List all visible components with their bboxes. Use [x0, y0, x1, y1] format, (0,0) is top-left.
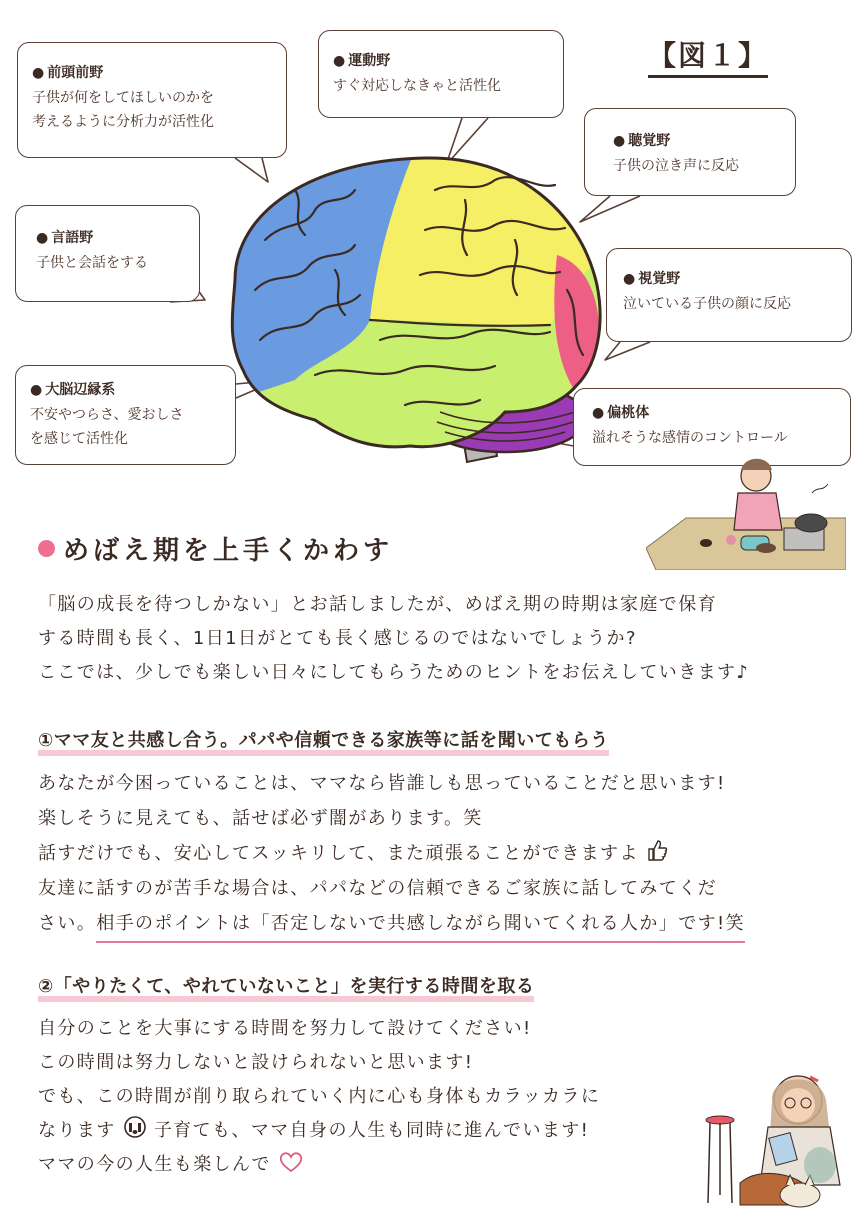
bubble-title: ● 運動野 — [333, 49, 549, 74]
section-heading — [38, 530, 393, 567]
intro-line: 「脳の成長を待つしかない」とお話しましたが、めばえ期の時期は家庭で保育 — [38, 594, 717, 615]
tip1-last-line — [38, 906, 745, 941]
tip1-line: あなたが今困っていることは、ママなら皆誰しも思っていることだと思います! — [38, 773, 726, 794]
tip2-line-text: ママの今の人生も楽しんで — [38, 1154, 271, 1175]
tip2-body — [38, 1012, 600, 1182]
bubble-body: 溢れそうな感情のコントロール — [592, 429, 788, 446]
tip1-body — [38, 766, 745, 941]
tip2-title — [38, 972, 534, 998]
crying-face-icon — [123, 1115, 147, 1139]
bubble-motor-area — [318, 30, 564, 118]
tip2-line: でも、この時間が削り取られていく内に心も身体もカラッカラに — [38, 1086, 601, 1107]
tip2-line: 自分のことを大事にする時間を努力して設けてください! — [38, 1018, 532, 1039]
tip1-title-text: ①ママ友と共感し合う。パパや信頼できる家族等に話を聞いてもらう — [38, 730, 609, 751]
pink-dot-icon — [38, 540, 55, 557]
bubble-limbic-system — [15, 365, 236, 465]
bubble-body: 子供と会話をする — [36, 254, 148, 271]
bubble-body: 不安やつらさ、愛おしさ を感じて活性化 — [30, 406, 184, 447]
intro-paragraph — [38, 588, 749, 690]
tip2-line-text: 子育ても、ママ自身の人生も同時に進んでいます! — [153, 1120, 590, 1141]
tip1-title — [38, 726, 609, 752]
tip2-line: この時間は努力しないと設けられないと思います! — [38, 1052, 474, 1073]
bubble-body: すぐ対応しなきゃと活性化 — [333, 77, 501, 94]
tip2-line-with-icon — [38, 1114, 600, 1148]
tip1-last-prefix: さい。 — [38, 913, 97, 934]
bubble-language-area — [15, 205, 200, 302]
bubble-title: ● 視覚野 — [623, 267, 851, 292]
bubble-title: ● 聴覚野 — [613, 129, 795, 154]
tip2-line-text: なります — [38, 1120, 116, 1141]
thumbs-up-icon — [646, 838, 668, 862]
bubble-auditory-area — [584, 108, 796, 196]
figure-label: 【図１】 — [648, 34, 768, 74]
section-heading-text: めばえ期を上手くかわす — [63, 536, 394, 566]
bubble-body: 泣いている子供の顔に反応 — [623, 295, 791, 312]
tip1-line-text: 話すだけでも、安心してスッキリして、また頑張ることができますよ — [38, 843, 639, 864]
cooking-mom-illustration — [646, 448, 846, 570]
bubble-title: ● 前頭前野 — [32, 61, 272, 86]
reading-mom-illustration — [680, 1065, 850, 1215]
brain-illustration — [205, 150, 605, 480]
intro-line: する時間も長く、1日1日がとても長く感じるのではないでしょうか? — [38, 628, 637, 649]
tip1-underlined-text: 相手のポイントは「否定しないで共感しながら聞いてくれる人か」です!笑 — [96, 906, 745, 941]
bubble-frontal-lobe — [17, 42, 287, 158]
intro-line: ここでは、少しでも楽しい日々にしてもらうためのヒントをお伝えしていきます♪ — [38, 662, 750, 683]
bubble-visual-area — [606, 248, 852, 342]
tip1-line: 楽しそうに見えても、話せば必ず闇があります。笑 — [38, 808, 483, 829]
tip1-line: 友達に話すのが苦手な場合は、パパなどの信頼できるご家族に話してみてくだ — [38, 878, 717, 899]
bubble-title: ● 偏桃体 — [592, 401, 850, 426]
heart-icon — [278, 1151, 304, 1173]
tip2-line-with-icon — [38, 1148, 600, 1182]
tip1-line-with-icon — [38, 836, 745, 871]
bubble-body: 子供の泣き声に反応 — [613, 157, 739, 174]
tip2-title-text: ②「やりたくて、やれていないこと」を実行する時間を取る — [38, 976, 535, 997]
bubble-title: ● 言語野 — [36, 226, 199, 251]
bubble-title: ● 大脳辺縁系 — [30, 378, 235, 403]
bubble-body: 子供が何をしてほしいのかを 考えるように分析力が活性化 — [32, 89, 214, 130]
